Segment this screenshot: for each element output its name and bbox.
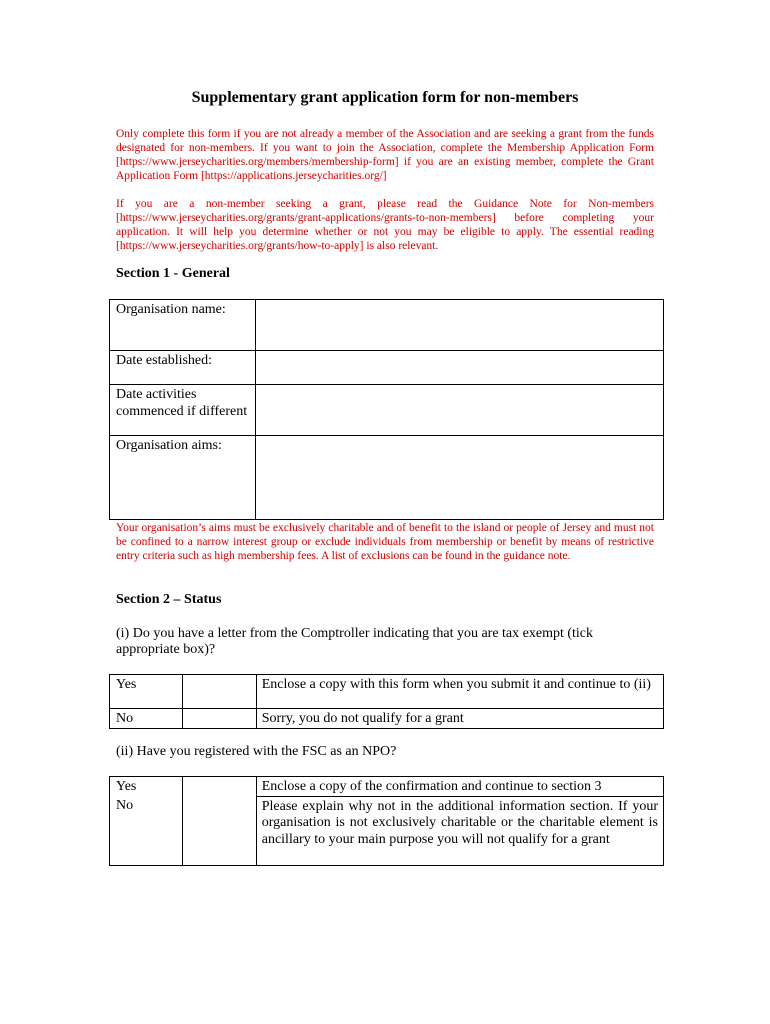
date-established-field[interactable] <box>255 351 663 385</box>
section-1-heading: Section 1 - General <box>116 266 230 281</box>
fsc-registration-table <box>109 776 664 866</box>
table-row <box>110 777 664 797</box>
table-row <box>110 709 664 729</box>
organisation-name-field[interactable] <box>255 300 663 351</box>
tax-exempt-no-label: No <box>110 709 183 729</box>
date-activities-commenced-label: Date activities commenced if different <box>110 385 256 436</box>
fsc-no-instruction: Please explain why not in the additional information section. If your organisation is not exclusively charitable or the charitable element is ancillary to your main purpose you will not qualify for a grant <box>256 796 663 865</box>
fsc-yes-checkbox[interactable] <box>182 777 256 797</box>
table-row <box>110 351 664 385</box>
intro-paragraph-2: If you are a non-member seeking a grant, please read the Guidance Note for Non-members [https://www.jerseycharities.org/grants/grant-applications/grants-to-non-members] before completing your application. It will help you determine whether or not you may be eligible to apply. The essential reading [https://www.jerseycharities.org/grants/how-to-apply] is also relevant. <box>116 198 654 252</box>
fsc-yes-label: Yes <box>110 777 183 797</box>
tax-exempt-yes-instruction: Enclose a copy with this form when you submit it and continue to (ii) <box>256 675 663 709</box>
table-row <box>110 796 664 865</box>
tax-exempt-yes-label: Yes <box>110 675 183 709</box>
table-row <box>110 436 664 520</box>
tax-exempt-table <box>109 674 664 729</box>
table-row <box>110 300 664 351</box>
general-info-table <box>109 299 664 520</box>
table-row <box>110 385 664 436</box>
tax-exempt-no-instruction: Sorry, you do not qualify for a grant <box>256 709 663 729</box>
aims-note: Your organisation’s aims must be exclusively charitable and of benefit to the island or people of Jersey and must not be confined to a narrow interest group or exclude individuals from membership or benefit by means of restrictive entry criteria such as high membership fees. A list of exclusions can be found in the guidance note. <box>116 522 654 562</box>
date-established-label: Date established: <box>110 351 256 385</box>
fsc-yes-instruction: Enclose a copy of the confirmation and continue to section 3 <box>256 777 663 797</box>
tax-exempt-no-checkbox[interactable] <box>182 709 256 729</box>
fsc-no-checkbox[interactable] <box>182 796 256 865</box>
organisation-name-label: Organisation name: <box>110 300 256 351</box>
section-2-heading: Section 2 – Status <box>116 592 222 607</box>
tax-exempt-yes-checkbox[interactable] <box>182 675 256 709</box>
question-tax-exempt: (i) Do you have a letter from the Comptroller indicating that you are tax exempt (tick appropriate box)? <box>116 626 594 657</box>
intro-paragraph-1: Only complete this form if you are not already a member of the Association and are seeking a grant from the funds designated for non-members. If you want to join the Association, complete the Membership Application Form [https://www.jerseycharities.org/members/membership-form] if you are an existing member, complete the Grant Application Form [https://applications.jerseycharities.org/] <box>116 128 654 182</box>
organisation-aims-label: Organisation aims: <box>110 436 256 520</box>
fsc-no-label: No <box>110 796 183 865</box>
organisation-aims-field[interactable] <box>255 436 663 520</box>
page-title: Supplementary grant application form for non-members <box>191 89 579 106</box>
table-row <box>110 675 664 709</box>
question-fsc-registration: (ii) Have you registered with the FSC as an NPO? <box>116 744 397 759</box>
date-activities-commenced-field[interactable] <box>255 385 663 436</box>
